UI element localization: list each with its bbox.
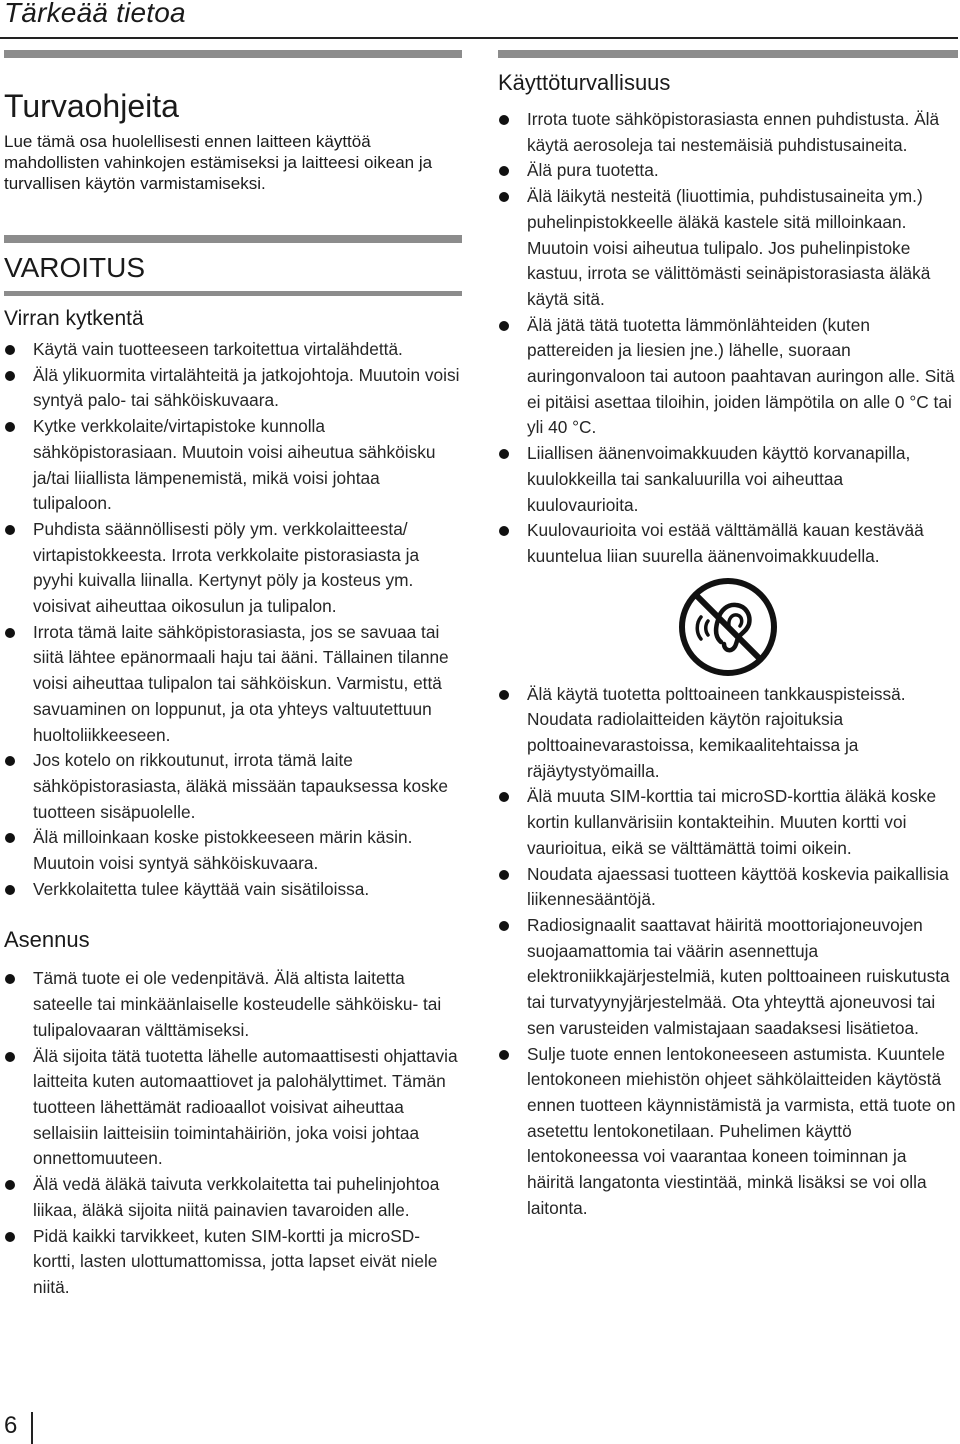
list-item: Verkkolaitetta tulee käyttää vain sisätiloissa. [4,877,462,903]
list-item: Älä vedä äläkä taivuta verkkolaitetta tai puhelinjohtoa liikaa, äläkä sijoita niitä painavien tavaroiden alle. [4,1172,462,1223]
list-item: Älä muuta SIM-korttia tai microSD-korttia äläkä koske kortin kullanvärisiin kontakteihin. Muuten kortti voi vaurioitua, eikä se välttämättä toimi oikein. [498,784,958,861]
safety-list [498,107,958,570]
hearing-warning-figure [498,576,958,678]
list-item: Jos kotelo on rikkoutunut, irrota tämä laite sähköpistorasiasta, äläkä missään tapauksessa koske tuotteen sisäpuolelle. [4,748,462,825]
subheading-bar [4,291,462,296]
list-item: Käytä vain tuotteeseen tarkoitettua virtalähdettä. [4,337,462,363]
list-item: Irrota tämä laite sähköpistorasiasta, jos se savuaa tai siitä lähtee epänormaali haju tai ääni. Tällainen tilanne voisi aiheuttaa tulipalon tai sähköiskun. Varmistu, että savuaminen on loppunut, ja ota yhteys valtuutettuun huoltoliikkeeseen. [4,620,462,749]
page-title: Turvaohjeita [4,88,179,124]
install-list [4,966,462,1300]
list-item: Puhdista säännöllisesti pöly ym. verkkolaitteesta/ virtapistokkeesta. Irrota verkkolaite pistorasiasta ja pyyhi kuivalla liinalla. Kertynyt pöly ja kosteus ym. voisivat aiheuttaa oikosulun ja tulipalon. [4,517,462,620]
safety-heading: Käyttöturvallisuus [498,70,671,95]
page-number: 6 [4,1412,18,1439]
list-item: Älä jätä tätä tuotetta lämmönlähteiden (kuten pattereiden ja liesien jne.) lähelle, suoraan auringonvaloon tai autoon paahtavan auringon alle. Sitä ei pitäisi asettaa tiloihin, joiden lämpötila on alle 0 °C tai yli 40 °C. [498,313,958,442]
hearing-warning-icon [676,576,780,678]
page-number-rule [31,1412,33,1444]
section-bar [498,50,958,58]
list-item: Kytke verkkolaite/virtapistoke kunnolla sähköpistorasiaan. Muutoin voisi aiheutua sähköisku ja/tai liiallista lämpenemistä, mikä voisi johtaa tulipaloon. [4,414,462,517]
list-item: Noudata ajaessasi tuotteen käyttöä koskevia paikallisia liikennesääntöjä. [498,862,958,913]
list-item: Irrota tuote sähköpistorasiasta ennen puhdistusta. Älä käytä aerosoleja tai nestemäisiä puhdistusaineita. [498,107,958,158]
page-header [0,0,960,40]
header-title: Tärkeää tietoa [4,0,186,28]
install-heading: Asennus [4,927,90,953]
power-heading: Virran kytkentä [4,307,144,330]
list-item: Älä käytä tuotetta polttoaineen tankkauspisteissä. Noudata radiolaitteiden käytön rajoituksia polttoainevarastoissa, kemikaalitehtaissa ja räjäytystyömailla. [498,682,958,785]
list-item: Älä sijoita tätä tuotetta lähelle automaattisesti ohjattavia laitteita kuten automaattiovet ja palohälyttimet. Tämän tuotteen lähettämät radioaallot voisivat aiheuttaa sellaisiin laitteisiin toimintahäiriön, joka voisi johtaa onnettomuuteen. [4,1044,462,1173]
list-item: Pidä kaikki tarvikkeet, kuten SIM-kortti ja microSD-kortti, lasten ulottumattomissa, jotta lapset eivät niele niitä. [4,1224,462,1301]
section-bar [4,50,462,58]
list-item: Sulje tuote ennen lentokoneeseen astumista. Kuuntele lentokoneen miehistön ohjeet sähkölaitteiden käytöstä ennen tuotteen käynnistämistä ja varmista, että tuote on asetettu lentokonetilaan. Puhelimen käyttö lentokoneessa voi vaarantaa koneen toiminnan ja häiritä langatonta viestintää, minkä lisäksi se voi olla laitonta. [498,1042,958,1222]
list-item: Älä läikytä nesteitä (liuottimia, puhdistusaineita ym.) puhelinpistokkeelle äläkä kastele sitä milloinkaan. Muutoin voisi aiheutua tulipalo. Jos puhelinpistoke kastuu, irrota se välittömästi seinäpistorasiasta äläkä käytä sitä. [498,184,958,313]
list-item: Kuulovaurioita voi estää välttämällä kauan kestävää kuuntelua liian suurella äänenvoimakkuudella. [498,518,958,569]
list-item: Älä pura tuotetta. [498,158,958,184]
right-column [498,50,958,1221]
list-item: Älä ylikuormita virtalähteitä ja jatkojohtoja. Muutoin voisi syntyä palo- tai sähköiskuvaara. [4,363,462,414]
warning-heading: VAROITUS [4,252,146,283]
left-column [4,50,462,1301]
power-list [4,337,462,902]
list-item: Radiosignaalit saattavat häiritä moottoriajoneuvojen suojaamattomia tai väärin asennettuja elektroniikkajärjestelmiä, kuten polttoaineen ruiskutusta tai turvatyynyjärjestelmää. Ota yhteyttä ajoneuvosi tai sen varusteiden valmistajaan saadaksesi lisätietoa. [498,913,958,1042]
list-item: Älä milloinkaan koske pistokkeeseen märin käsin. Muutoin voisi syntyä sähköiskuvaara. [4,825,462,876]
more-safety-list [498,682,958,1222]
warning-bar [4,235,462,243]
intro-text: Lue tämä osa huolellisesti ennen laitteen käyttöä mahdollisten vahinkojen estämiseksi ja laitteesi oikean ja turvallisen käytön varmistamiseksi. [4,132,433,193]
header-rule [0,37,958,39]
list-item: Tämä tuote ei ole vedenpitävä. Älä altista laitetta sateelle tai minkäänlaiselle kosteudelle sähköisku- tai tulipalovaaran välttämiseksi. [4,966,462,1043]
list-item: Liiallisen äänenvoimakkuuden käyttö korvanapilla, kuulokkeilla tai sankaluurilla voi aiheuttaa kuulovaurioita. [498,441,958,518]
